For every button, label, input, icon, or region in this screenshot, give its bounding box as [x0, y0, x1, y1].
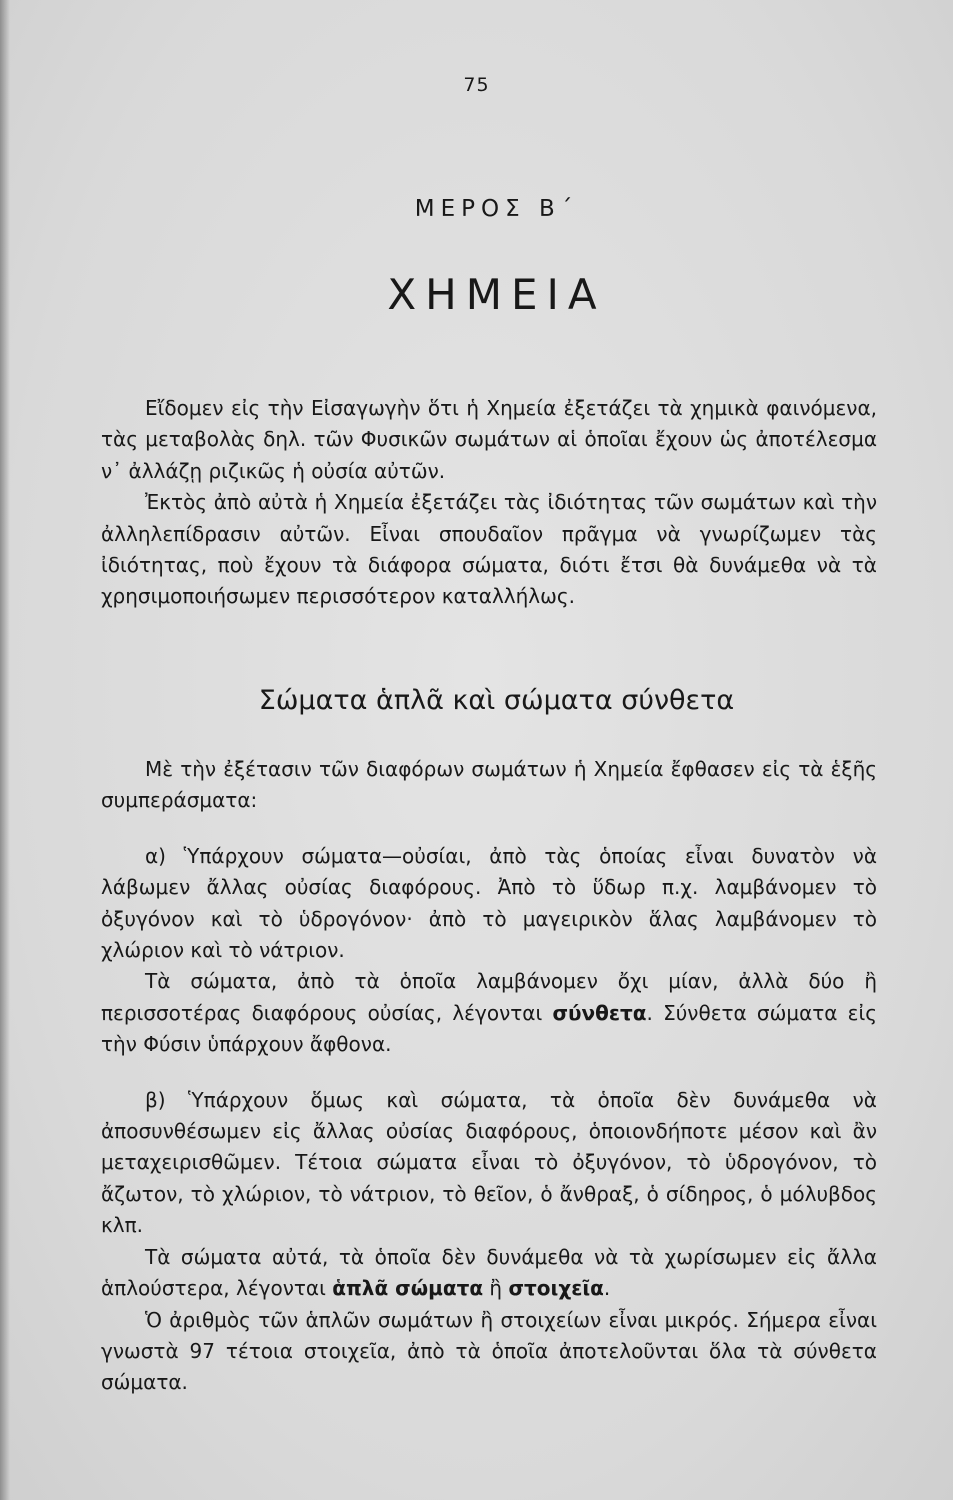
body-paragraph-3-text: Τὰ σώματα, ἀπὸ τὰ ὁποῖα λαμβάνομεν ὄχι μίαν, ἀλλὰ δύο ἢ περισσοτέρας διαφόρους οὐσίας, λέγονται — [101, 969, 877, 1025]
page-number: 75 — [463, 74, 490, 96]
page-edge-shadow — [0, 0, 10, 1500]
body-paragraph-1: Μὲ τὴν ἐξέτασιν τῶν διαφόρων σωμάτων ἡ Χημεία ἔφθασεν εἰς τὰ ἑξῆς συμπεράσματα: — [101, 757, 877, 813]
body-paragraph-5 — [101, 1242, 877, 1305]
body-paragraph-3 — [101, 966, 877, 1060]
intro-paragraph-2: Ἐκτὸς ἀπὸ αὐτὰ ἡ Χημεία ἐξετάζει τὰς ἰδιότητας τῶν σωμάτων καὶ τὴν ἀλληλεπίδρασιν αὐτῶν. Εἶναι σπουδαῖον πρᾶγμα νὰ γνωρίζωμεν τὰς ἰδιότητας, ποὺ ἔχουν τὰ διάφορα σώματα, διότι ἔτσι θὰ δυνάμεθα νὰ τὰ χρησιμοποιήσωμεν περισσότερον καταλλήλως. — [101, 490, 877, 609]
term-simple-bodies: ἁπλᾶ σώματα — [332, 1276, 484, 1301]
body-paragraph-3-end: . Σύνθετα σώματα εἰς τὴν Φύσιν ὑπάρχουν ἄφθονα. — [101, 1000, 877, 1057]
body-paragraph-2: α) Ὑπάρχουν σώματα—οὐσίαι, ἀπὸ τὰς ὁποίας εἶναι δυνατὸν νὰ λάβωμεν ἄλλας οὐσίας διαφόρους. Ἀπὸ τὸ ὕδωρ π.χ. λαμβάνομεν τὸ ὀξυγόνον καὶ τὸ ὑδρογόνον· ἀπὸ τὸ μαγειρικὸν ἅλας λαμβάνομεν τὸ χλώριον καὶ τὸ νάτριον. — [101, 843, 877, 963]
body-paragraph-4: β) Ὑπάρχουν ὅμως καὶ σώματα, τὰ ὁποῖα δὲν δυνάμεθα νὰ ἀποσυνθέσωμεν εἰς ἄλλας οὐσίας διαφόρους, ὁποιονδήποτε μέσον καὶ ἂν μεταχειρισθῶμεν. Τέτοια σώματα εἶναι τὸ ὀξυγόνον, τὸ ὑδρογόνον, τὸ ἄζωτον, τὸ χλώριον, τὸ νάτριον, τὸ θεῖον, ὁ ἄνθραξ, ὁ σίδηρος, ὁ μόλυβδος κλπ. — [101, 1087, 877, 1238]
body-paragraph-5-end: . — [603, 1276, 611, 1301]
term-compound: σύνθετα — [552, 1000, 647, 1025]
intro-paragraph-1: Εἴδομεν εἰς τὴν Εἰσαγωγὴν ὅτι ἡ Χημεία ἐξετάζει τὰ χημικὰ φαινόμενα, τὰς μεταβολὰς δηλ. τῶν Φυσικῶν σωμάτων αἱ ὁποῖαι ἔχουν ὡς ἀποτέλεσμα ν᾽ ἀλλάζῃ ριζικῶς ἡ οὐσία αὐτῶν. — [101, 396, 877, 483]
term-elements: στοιχεῖα — [508, 1276, 604, 1301]
intro-section — [101, 393, 877, 613]
body-paragraph-5-mid: ἢ — [483, 1276, 509, 1301]
body-section — [101, 754, 877, 1399]
body-paragraph-5-text: Τὰ σώματα αὐτά, τὰ ὁποῖα δὲν δυνάμεθα νὰ τὰ χωρίσωμεν εἰς ἄλλα ἁπλούστερα, λέγονται — [101, 1244, 877, 1301]
chapter-title: ΧΗΜΕΙΑ — [387, 270, 606, 319]
body-paragraph-6: Ὁ ἀριθμὸς τῶν ἁπλῶν σωμάτων ἢ στοιχείων εἶναι μικρός. Σήμερα εἶναι γνωστὰ 97 τέτοια στοιχεῖα, ἀπὸ τὰ ὁποῖα ἀποτελοῦνται ὅλα τὰ σύνθετα σώματα. — [101, 1307, 877, 1395]
part-heading: ΜΕΡΟΣ Β΄ — [414, 196, 579, 222]
section-heading: Σώματα ἁπλᾶ καὶ σώματα σύνθετα — [258, 685, 735, 716]
